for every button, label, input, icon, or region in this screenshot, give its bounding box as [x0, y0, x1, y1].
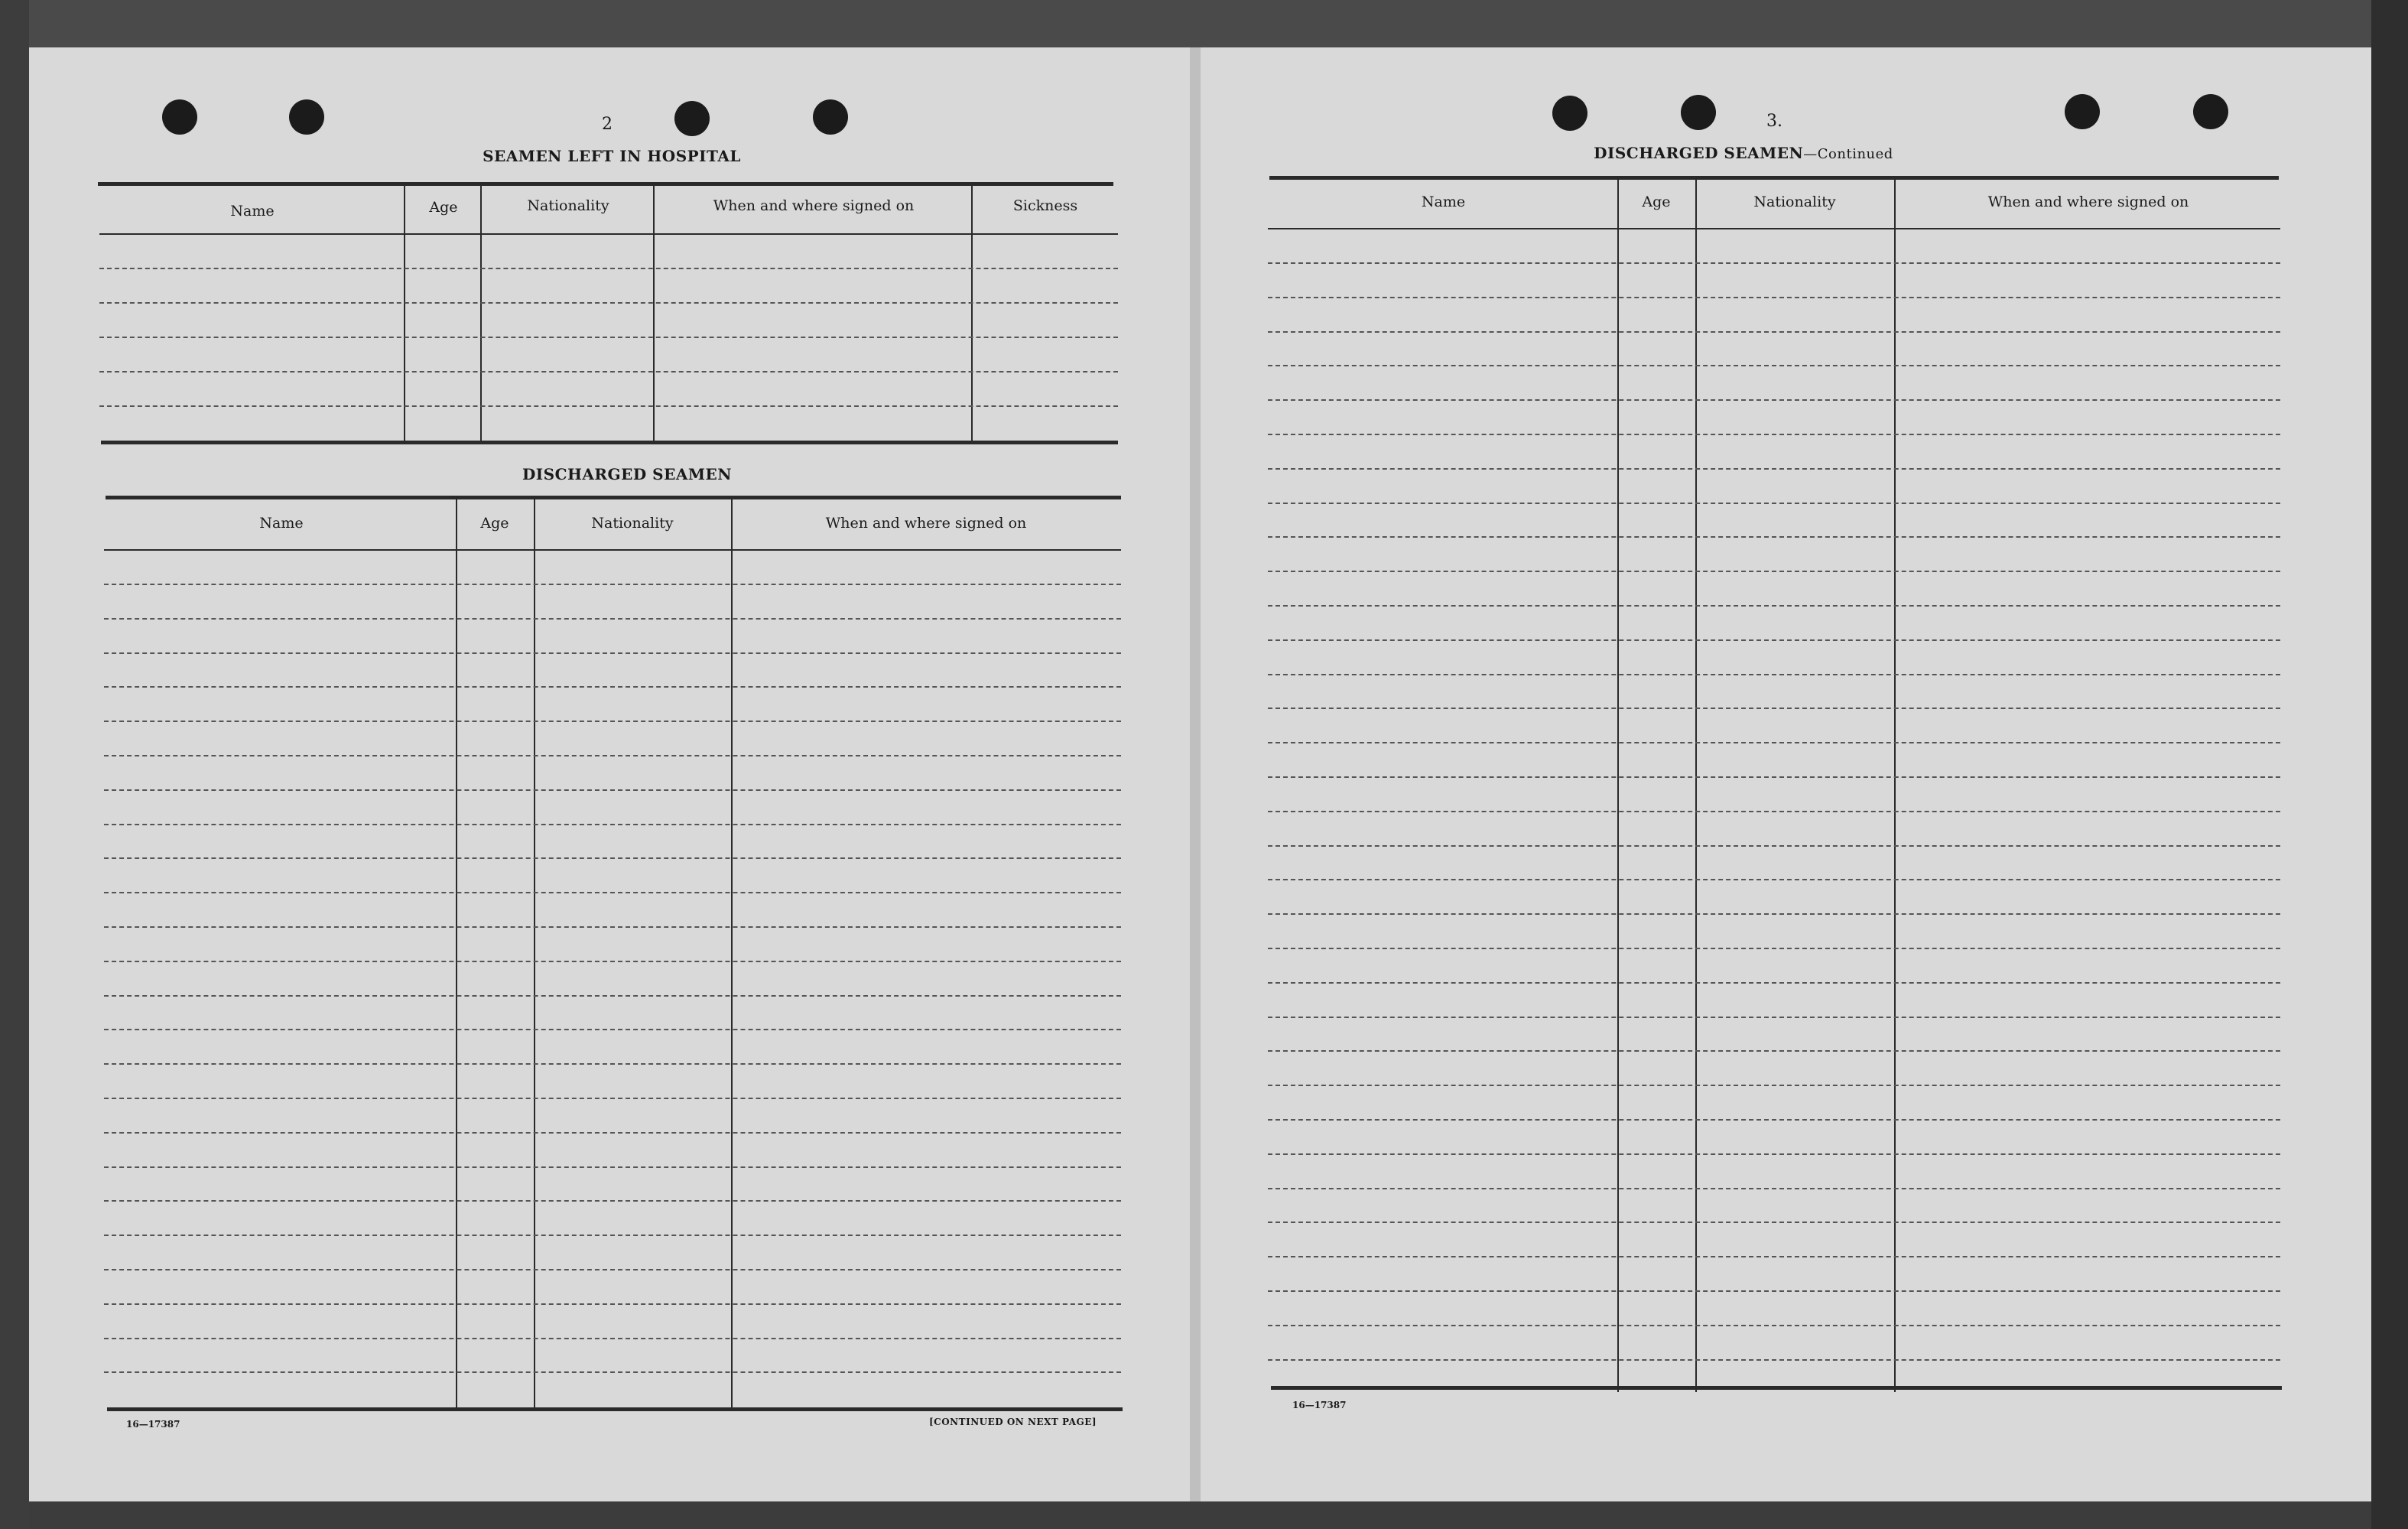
table-row [104, 1371, 1121, 1373]
table-row [104, 892, 1121, 893]
table-row [104, 789, 1121, 791]
column-header-nationality: Nationality [527, 197, 609, 214]
table-row [99, 371, 1118, 372]
table-row [1268, 1085, 2280, 1086]
column-header-nationality: Nationality [1753, 194, 1836, 210]
scan-border-right [2371, 0, 2408, 1529]
punch-hole [813, 99, 848, 135]
table-row [99, 268, 1118, 269]
table-row [104, 1132, 1121, 1134]
table-row [104, 584, 1121, 585]
scan-border-bottom [0, 1501, 1201, 1529]
page-number: 3. [1766, 112, 1782, 131]
punch-hole [1681, 95, 1716, 130]
table-row [104, 755, 1121, 756]
column-header-age: Age [429, 199, 458, 216]
table-row [1268, 1359, 2280, 1361]
title-continued: —Continued [1803, 146, 1893, 162]
table-row [104, 652, 1121, 654]
table-row [1268, 948, 2280, 949]
table-row [1268, 1153, 2280, 1155]
form-number: 16—17387 [126, 1419, 180, 1430]
table-row [104, 824, 1121, 825]
table-row [1268, 982, 2280, 984]
table-row [1268, 776, 2280, 778]
table-row [104, 1166, 1121, 1168]
punch-hole [674, 101, 710, 136]
table-top-rule [1269, 176, 2279, 180]
table-row [1268, 1050, 2280, 1052]
form-number: 16—17387 [1292, 1400, 1347, 1410]
table-row [1268, 1017, 2280, 1018]
table-row [99, 405, 1118, 407]
table-row [1268, 434, 2280, 435]
table-row [1268, 468, 2280, 470]
scan-border-bottom [1201, 1501, 2408, 1529]
table-row [1268, 708, 2280, 709]
table-row [1268, 331, 2280, 333]
table-row [104, 1235, 1121, 1236]
punch-hole [1552, 96, 1587, 131]
table-row [104, 618, 1121, 620]
continued-note: [CONTINUED ON NEXT PAGE] [929, 1417, 1097, 1427]
table-row [104, 857, 1121, 859]
column-header-age: Age [480, 515, 509, 532]
table-row [104, 686, 1121, 688]
discharged-section-title: DISCHARGED SEAMEN [522, 465, 733, 483]
column-header-when-where: When and where signed on [825, 515, 1027, 532]
table-row [104, 995, 1121, 997]
title-text: DISCHARGED SEAMEN [1594, 144, 1804, 162]
table-row [1268, 1188, 2280, 1189]
column-header-name: Name [259, 515, 304, 532]
table-row [104, 1200, 1121, 1202]
table-row [104, 926, 1121, 928]
column-header-name: Name [1421, 194, 1466, 210]
column-header-when-where: When and where signed on [1987, 194, 2189, 210]
table-row [99, 337, 1118, 338]
table-row [104, 1029, 1121, 1030]
table-row [1268, 571, 2280, 572]
punch-hole [289, 99, 324, 135]
table-row [104, 1303, 1121, 1305]
column-header-when-where: When and where signed on [713, 197, 915, 214]
table-row [1268, 536, 2280, 538]
column-header-sickness: Sickness [1012, 197, 1078, 214]
right-page [1201, 0, 2408, 1529]
table-row [104, 1098, 1121, 1099]
hospital-section-title: SEAMEN LEFT IN HOSPITAL [483, 147, 741, 165]
punch-hole [2193, 94, 2228, 129]
table-row [1268, 399, 2280, 401]
table-row [1268, 811, 2280, 812]
table-row [1268, 1290, 2280, 1292]
table-row [1268, 1222, 2280, 1223]
table-row [104, 1063, 1121, 1065]
scan-border-top [1201, 0, 2408, 47]
punch-hole [162, 99, 197, 135]
scan-border-left [0, 0, 29, 1529]
table-row [1268, 1119, 2280, 1121]
column-header-name: Name [230, 203, 275, 220]
table-row [1268, 742, 2280, 743]
hospital-table-top-rule [98, 182, 1113, 186]
table-row [1268, 913, 2280, 915]
table-row [1268, 1256, 2280, 1257]
table-row [1268, 879, 2280, 880]
table-row [1268, 674, 2280, 675]
table-row [1268, 845, 2280, 847]
table-row [1268, 262, 2280, 264]
table-row [104, 1338, 1121, 1339]
table-row [1268, 365, 2280, 366]
left-page [0, 0, 1201, 1529]
table-row [1268, 297, 2280, 298]
scan-border-top [0, 0, 1201, 47]
table-row [1268, 503, 2280, 504]
column-header-nationality: Nationality [591, 515, 674, 532]
column-header-age: Age [1642, 194, 1671, 210]
page-number: 2 [602, 115, 613, 134]
table-row [1268, 639, 2280, 641]
table-row [1268, 1325, 2280, 1326]
punch-hole [2065, 94, 2100, 129]
table-row [104, 961, 1121, 962]
table-row [99, 302, 1118, 304]
table-row [104, 1269, 1121, 1270]
table-row [104, 721, 1121, 722]
discharged-continued-title [1552, 144, 1935, 162]
table-row [1268, 605, 2280, 607]
discharged-table-top-rule [106, 496, 1121, 499]
